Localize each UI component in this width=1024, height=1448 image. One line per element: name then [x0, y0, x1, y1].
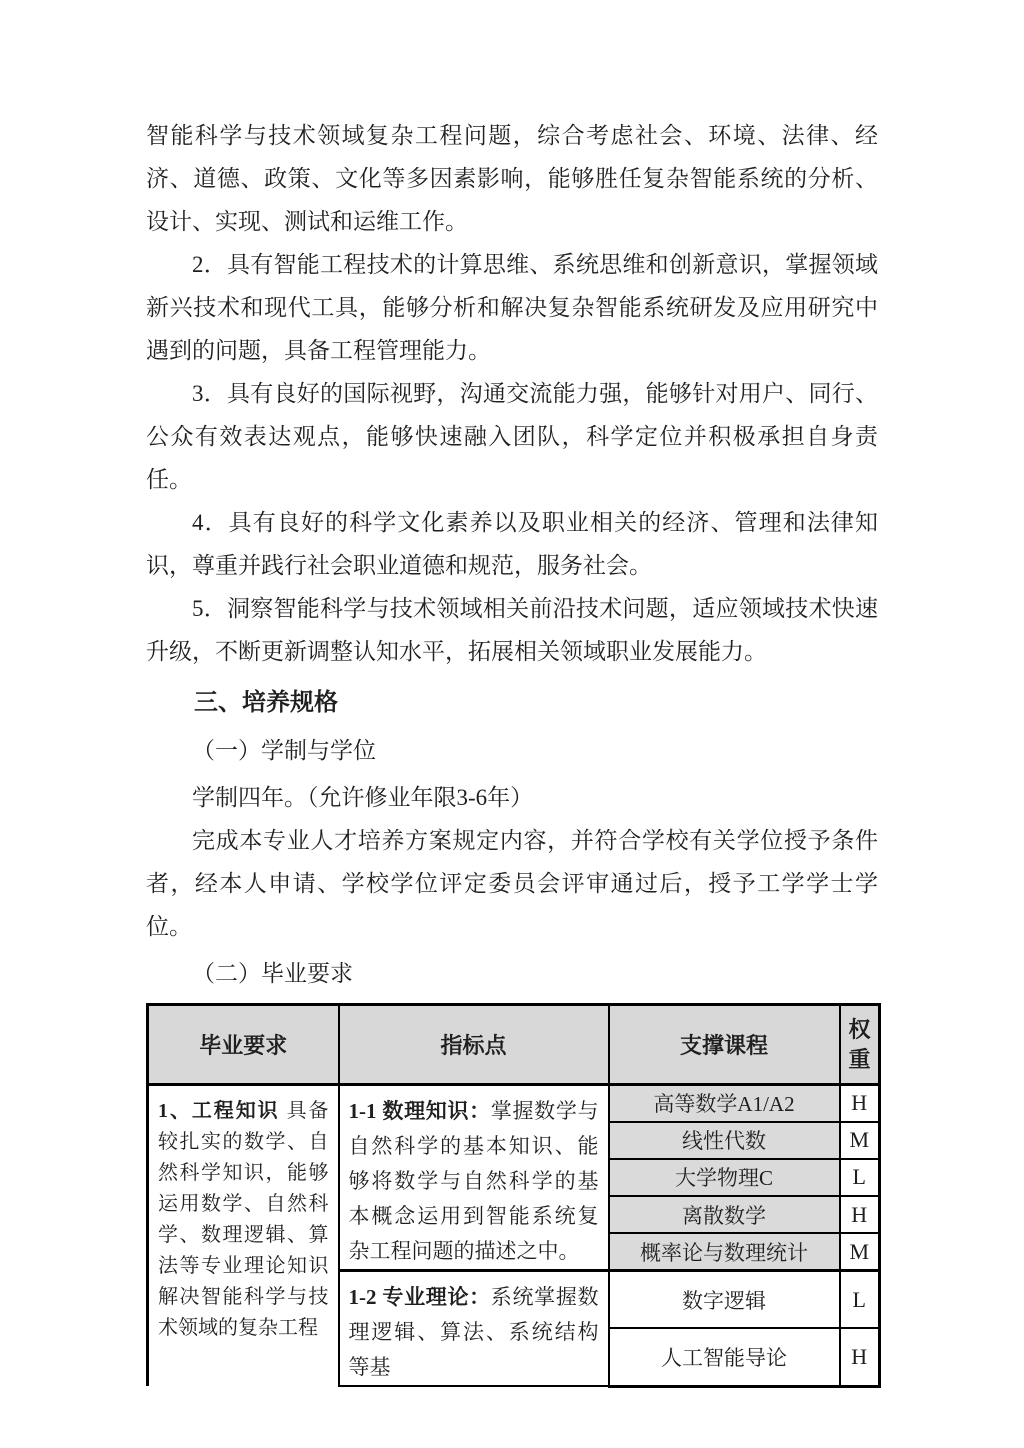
body-paragraph-5: 5．洞察智能科学与技术领域相关前沿技术问题，适应领域技术快速升级，不断更新调整认知水平，拓展相关领域职业发展能力。	[146, 596, 878, 664]
weight-cell: H	[840, 1196, 880, 1233]
indicator-1-1-text: 掌握数学与自然科学的基本知识、能够将数学与自然科学的基本概念运用到智能系统复杂工程问题的描述之中。	[348, 1099, 599, 1263]
weight-cell: H	[840, 1085, 880, 1122]
indicator-1-2-text: 系统掌握数理逻辑、算法、系统结构等基	[348, 1285, 599, 1379]
table-row	[148, 1085, 880, 1122]
course-cell: 人工智能导论	[609, 1328, 840, 1386]
requirement-cell	[148, 1085, 339, 1387]
course-cell: 离散数学	[609, 1196, 840, 1233]
section-heading: 三、培养规格	[194, 689, 338, 716]
course-cell: 线性代数	[609, 1122, 840, 1159]
weight-cell: L	[840, 1271, 880, 1329]
degree-award-paragraph: 完成本专业人才培养方案规定内容，并符合学校有关学位授予条件者，经本人申请、学校学位评定委员会评审通过后，授予工学学士学位。	[146, 828, 878, 939]
body-paragraph-4: 4．具有良好的科学文化素养以及职业相关的经济、管理和法律知识，尊重并践行社会职业道德和规范，服务社会。	[146, 510, 878, 578]
weight-cell: L	[840, 1159, 880, 1196]
weight-cell: H	[840, 1328, 880, 1386]
body-paragraph-2: 2．具有智能工程技术的计算思维、系统思维和创新意识，掌握领域新兴技术和现代工具，能够分析和解决复杂智能系统研发及应用研究中遇到的问题，具备工程管理能力。	[146, 252, 878, 363]
subsection-heading-graduation: （二）毕业要求	[192, 961, 353, 986]
graduation-requirements-table	[146, 1003, 881, 1388]
weight-cell: M	[840, 1122, 880, 1159]
indicator-1-2-cell	[339, 1271, 609, 1387]
header-indicator: 指标点	[339, 1005, 609, 1085]
page-content	[146, 0, 878, 1388]
course-cell: 概率论与数理统计	[609, 1233, 840, 1270]
header-requirement: 毕业要求	[148, 1005, 339, 1085]
header-courses: 支撑课程	[609, 1005, 840, 1085]
indicator-1-2-label: 1-2 专业理论：	[348, 1285, 491, 1309]
indicator-1-1-cell	[339, 1085, 609, 1271]
indicator-1-1-label: 1-1 数理知识：	[348, 1099, 491, 1123]
requirement-label: 1、工程知识	[158, 1100, 280, 1122]
course-cell: 高等数学A1/A2	[609, 1085, 840, 1122]
course-cell: 大学物理C	[609, 1159, 840, 1196]
subsection-heading-degree: （一）学制与学位	[192, 738, 376, 763]
course-cell: 数字逻辑	[609, 1271, 840, 1329]
table-header-row	[148, 1005, 880, 1085]
degree-duration-paragraph: 学制四年。（允许修业年限3-6年）	[192, 785, 534, 810]
requirement-text: 具备较扎实的数学、自然科学知识，能够运用数学、自然科学、数理逻辑、算法等专业理论知识解决智能科学与技术领域的复杂工程	[158, 1100, 329, 1339]
weight-cell: M	[840, 1233, 880, 1270]
body-paragraph-3: 3．具有良好的国际视野，沟通交流能力强，能够针对用户、同行、公众有效表达观点，能够快速融入团队，科学定位并积极承担自身责任。	[146, 381, 878, 492]
body-paragraph-1: 智能科学与技术领域复杂工程问题，综合考虑社会、环境、法律、经济、道德、政策、文化等多因素影响，能够胜任复杂智能系统的分析、设计、实现、测试和运维工作。	[146, 123, 878, 234]
header-weight: 权重	[840, 1005, 880, 1085]
